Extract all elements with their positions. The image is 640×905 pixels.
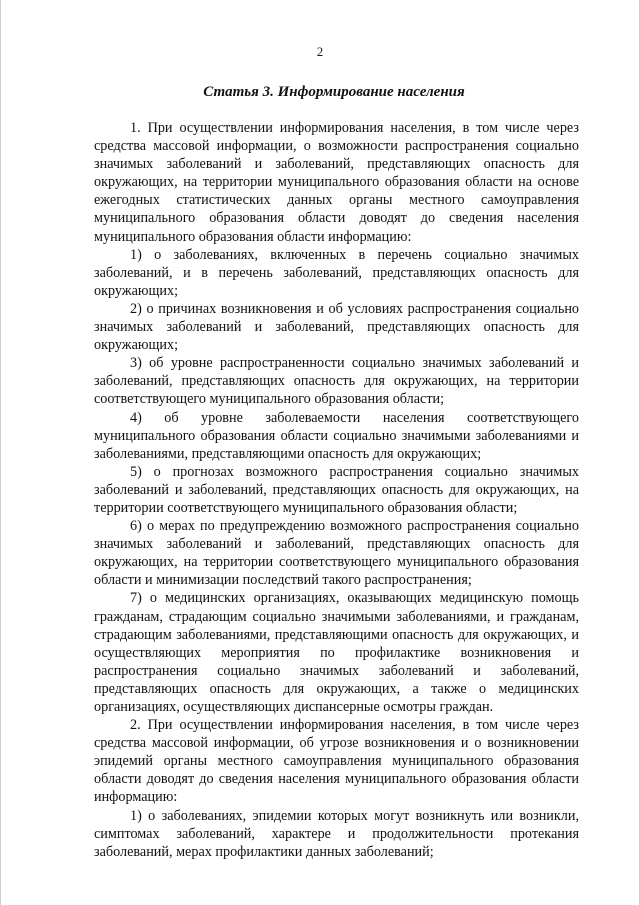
paragraph-1-item-6: 6) о мерах по предупреждению возможного распространения социально значимых заболеваний и заболеваний, представляющих опасность для окружающих, на территории соответствующего муниципального образования области и минимизации последствий такого распространения;	[94, 518, 579, 589]
article-title: Статья 3. Информирование населения	[203, 84, 465, 100]
paragraph-1-item-3: 3) об уровне распространенности социально значимых заболеваний и заболеваний, представляющих опасность для окружающих, на территории соответствующего муниципального образования области;	[94, 355, 579, 408]
paragraph-2-item-1: 1) о заболеваниях, эпидемии которых могут возникнуть или возникли, симптомах заболеваний, характере и продолжительности протекания заболеваний, мерах профилактики данных заболеваний;	[94, 807, 579, 860]
paragraph-1-item-7: 7) о медицинских организациях, оказывающих медицинскую помощь гражданам, страдающим социально значимыми заболеваниями, и гражданам, страдающим заболеваниями, представляющими опасность для окружающих, и осуществляющих мероприятия по профилактике возникновения и распространения социально значимых заболеваний и заболеваний, представляющих опасность для окружающих, а также о медицинских организациях, осуществляющих диспансерные осмотры граждан.	[94, 590, 579, 715]
paragraph-1-item-5: 5) о прогнозах возможного распространения социально значимых заболеваний и заболеваний, представляющих опасность для окружающих, на территории соответствующего муниципального образования области;	[94, 463, 579, 516]
paragraph-2: 2. При осуществлении информирования населения, в том числе через средства массовой информации, об угрозе возникновения и о возникновении эпидемий органы местного самоуправления муниципального образования области доводят до сведения населения муниципального образования области информацию:	[94, 717, 579, 806]
article-body	[94, 119, 579, 861]
paragraph-1: 1. При осуществлении информирования населения, в том числе через средства массовой информации, о возможности распространения социально значимых заболеваний и заболеваний, представляющих опасность для окружающих, на территории муниципального образования области на основе ежегодных статистических данных органы местного самоуправления муниципального образования области доводят до сведения населения муниципального образования области информацию:	[94, 120, 579, 245]
paragraph-1-item-2: 2) о причинах возникновения и об условиях распространения социально значимых заболеваний и заболеваний, представляющих опасность для окружающих;	[94, 300, 579, 354]
page-number: 2	[316, 44, 324, 59]
paragraph-1-item-1: 1) о заболеваниях, включенных в перечень социально значимых заболеваний, и в перечень заболеваний, представляющих опасность для окружающих;	[94, 246, 579, 299]
page-left-edge	[0, 0, 1, 905]
paragraph-1-item-4: 4) об уровне заболеваемости населения соответствующего муниципального образования области социально значимыми заболеваниями и заболеваниями, представляющими опасность для окружающих;	[94, 409, 579, 462]
